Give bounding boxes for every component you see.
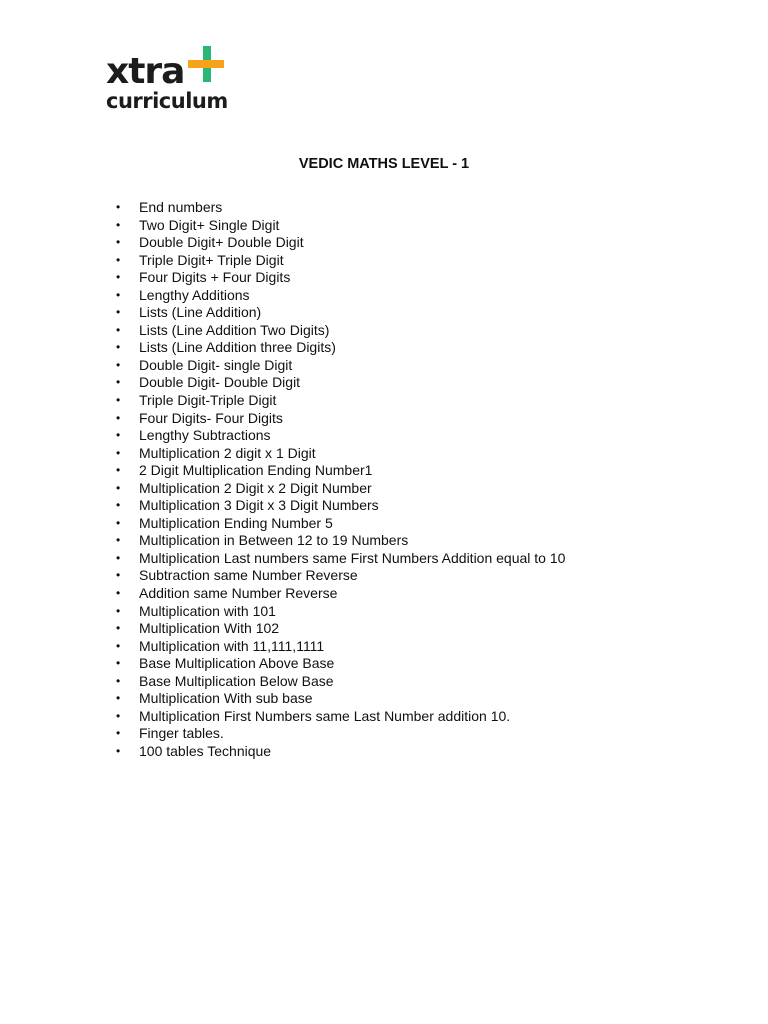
topic-list-item — [114, 638, 674, 656]
topic-list — [114, 199, 674, 761]
bullet-icon: • — [116, 726, 121, 741]
topic-list-item — [114, 550, 674, 568]
bullet-icon: • — [116, 235, 121, 250]
topic-list-item — [114, 199, 674, 217]
topic-list-item — [114, 269, 674, 287]
topic-label: Multiplication With sub base — [139, 690, 313, 707]
topic-list-item — [114, 252, 674, 270]
topic-label: 2 Digit Multiplication Ending Number1 — [139, 462, 373, 479]
bullet-icon: • — [116, 445, 121, 460]
topic-label: Addition same Number Reverse — [139, 585, 338, 602]
bullet-icon: • — [116, 393, 121, 408]
topic-list-item — [114, 708, 674, 726]
bullet-icon: • — [116, 673, 121, 688]
topic-list-item — [114, 743, 674, 761]
topic-list-item — [114, 673, 674, 691]
topic-list-item — [114, 497, 674, 515]
topic-label: Lengthy Subtractions — [139, 427, 271, 444]
topic-list-item — [114, 690, 674, 708]
logo-word-curriculum: curriculum — [106, 89, 228, 113]
bullet-icon: • — [116, 252, 121, 267]
bullet-icon: • — [116, 498, 121, 513]
topic-label: Four Digits + Four Digits — [139, 269, 291, 286]
topic-list-item — [114, 339, 674, 357]
document-title: VEDIC MATHS LEVEL - 1 — [298, 156, 470, 172]
topic-list-item — [114, 462, 674, 480]
bullet-icon: • — [116, 743, 121, 758]
topic-list-item — [114, 427, 674, 445]
topic-label: Lists (Line Addition Two Digits) — [139, 321, 330, 338]
topic-label: Double Digit- single Digit — [139, 356, 293, 373]
bullet-icon: • — [116, 533, 121, 548]
bullet-icon: • — [116, 217, 121, 232]
topic-label: Multiplication 2 Digit x 2 Digit Number — [139, 479, 372, 496]
bullet-icon: • — [116, 357, 121, 372]
topic-list-item — [114, 445, 674, 463]
topic-list-item — [114, 567, 674, 585]
topic-label: Two Digit+ Single Digit — [139, 216, 280, 233]
topic-label: Multiplication First Numbers same Last Number addition 10. — [139, 707, 511, 724]
topic-label: Four Digits- Four Digits — [139, 409, 283, 426]
topic-label: Multiplication 3 Digit x 3 Digit Numbers — [139, 497, 379, 514]
bullet-icon: • — [116, 340, 121, 355]
bullet-icon: • — [116, 638, 121, 653]
topic-label: Lists (Line Addition) — [139, 304, 262, 321]
bullet-icon: • — [116, 428, 121, 443]
bullet-icon: • — [116, 656, 121, 671]
topic-list-item — [114, 532, 674, 550]
bullet-icon: • — [116, 287, 121, 302]
topic-list-item — [114, 374, 674, 392]
topic-label: Base Multiplication Below Base — [139, 672, 334, 689]
topic-label: Double Digit+ Double Digit — [139, 234, 304, 251]
topic-list-item — [114, 725, 674, 743]
topic-label: Lists (Line Addition three Digits) — [139, 339, 336, 356]
topic-list-item — [114, 304, 674, 322]
topic-list-item — [114, 480, 674, 498]
topic-label: Subtraction same Number Reverse — [139, 567, 358, 584]
bullet-icon: • — [116, 322, 121, 337]
topic-label: Base Multiplication Above Base — [139, 655, 335, 672]
bullet-icon: • — [116, 270, 121, 285]
topic-label: Double Digit- Double Digit — [139, 374, 301, 391]
bullet-icon: • — [116, 708, 121, 723]
topic-label: Triple Digit+ Triple Digit — [139, 251, 284, 268]
topic-label: Finger tables. — [139, 725, 224, 742]
topic-label: Multiplication With 102 — [139, 620, 280, 637]
topic-label: Triple Digit-Triple Digit — [139, 392, 277, 409]
topic-list-item — [114, 515, 674, 533]
topic-list-item — [114, 217, 674, 235]
bullet-icon: • — [116, 375, 121, 390]
brand-logo — [106, 46, 236, 116]
topic-label: Multiplication with 101 — [139, 602, 276, 619]
bullet-icon: • — [116, 480, 121, 495]
topic-list-item — [114, 322, 674, 340]
topic-list-item — [114, 585, 674, 603]
bullet-icon: • — [116, 603, 121, 618]
topic-label: Multiplication with 11,111,1111 — [139, 637, 325, 654]
topic-list-item — [114, 392, 674, 410]
bullet-icon: • — [116, 200, 121, 214]
topic-label: Multiplication Last numbers same First Numbers Addition equal to 10 — [139, 549, 566, 566]
topic-label: Multiplication Ending Number 5 — [139, 514, 333, 531]
bullet-icon: • — [116, 568, 121, 583]
topic-label: 100 tables Technique — [139, 742, 272, 759]
topic-list-item — [114, 287, 674, 305]
logo-word-xtra: xtra — [106, 51, 185, 92]
logo-plus-icon — [188, 46, 224, 82]
topic-label: Multiplication in Between 12 to 19 Numbers — [139, 532, 409, 549]
topic-list-item — [114, 234, 674, 252]
topic-label: Lengthy Additions — [139, 286, 250, 303]
bullet-icon: • — [116, 586, 121, 601]
bullet-icon: • — [116, 410, 121, 425]
topic-list-item — [114, 357, 674, 375]
topic-label: End numbers — [139, 199, 223, 215]
topic-list-item — [114, 655, 674, 673]
topic-list-item — [114, 620, 674, 638]
topic-list-item — [114, 603, 674, 621]
bullet-icon: • — [116, 305, 121, 320]
bullet-icon: • — [116, 550, 121, 565]
bullet-icon: • — [116, 463, 121, 478]
bullet-icon: • — [116, 515, 121, 530]
bullet-icon: • — [116, 691, 121, 706]
topic-list-item — [114, 410, 674, 428]
topic-label: Multiplication 2 digit x 1 Digit — [139, 444, 316, 461]
bullet-icon: • — [116, 621, 121, 636]
